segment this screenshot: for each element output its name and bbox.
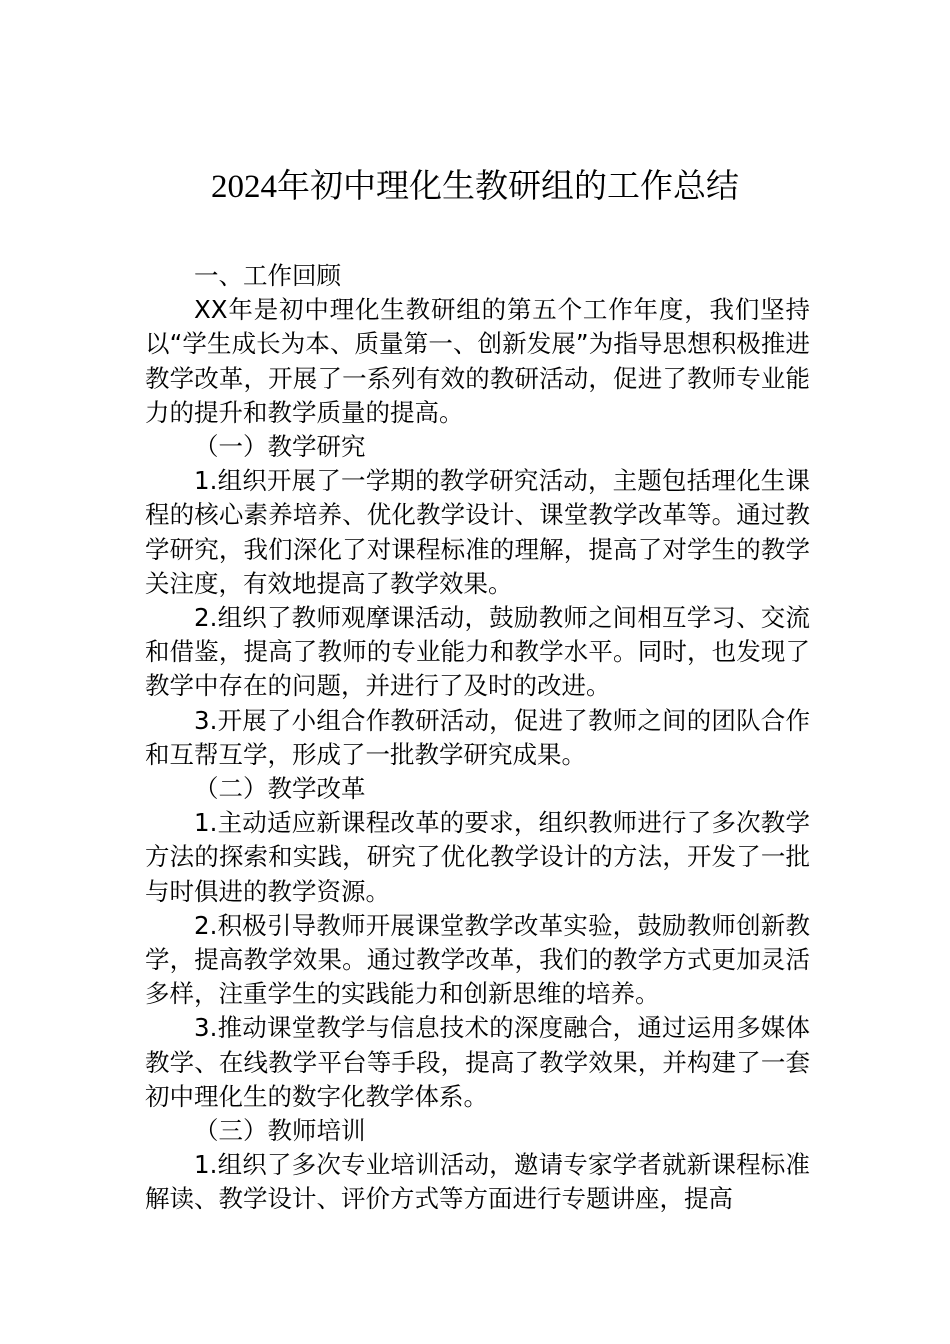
body-paragraph: XX年是初中理化生教研组的第五个工作年度，我们坚持以“学生成长为本、质量第一、创新发展”为指导思想积极推进教学改革，开展了一系列有效的教研活动，促进了教师专业能力的提升和教学质量的提高。	[145, 295, 810, 427]
section-heading-work-review: 一、工作回顾	[194, 261, 341, 290]
body-paragraph: 1.组织了多次专业培训活动，邀请专家学者就新课程标准解读、教学设计、评价方式等方面进行专题讲座，提高	[145, 1150, 810, 1214]
document-body	[145, 259, 810, 1217]
subsection-heading-teaching-research: （一）教学研究	[194, 432, 366, 462]
body-paragraph: 3.开展了小组合作教研活动，促进了教师之间的团队合作和互帮互学，形成了一批教学研究成果。	[145, 705, 810, 769]
body-paragraph: 3.推动课堂教学与信息技术的深度融合，通过运用多媒体教学、在线教学平台等手段，提高了教学效果，并构建了一套初中理化生的数字化教学体系。	[145, 1013, 810, 1111]
body-paragraph: 2.积极引导教师开展课堂教学改革实验，鼓励教师创新教学，提高教学效果。通过教学改革，我们的教学方式更加灵活多样，注重学生的实践能力和创新思维的培养。	[145, 910, 810, 1009]
document-title: 2024年初中理化生教研组的工作总结	[211, 169, 739, 205]
subsection-heading-teaching-reform: （二）教学改革	[194, 774, 366, 804]
body-paragraph: 1.组织开展了一学期的教学研究活动，主题包括理化生课程的核心素养培养、优化教学设计、课堂教学改革等。通过教学研究，我们深化了对课程标准的理解，提高了对学生的教学关注度，有效地提高了教学效果。	[145, 466, 810, 598]
body-paragraph: 2.组织了教师观摩课活动，鼓励教师之间相互学习、交流和借鉴，提高了教师的专业能力和教学水平。同时，也发现了教学中存在的问题，并进行了及时的改进。	[145, 603, 810, 701]
body-paragraph: 1.主动适应新课程改革的要求，组织教师进行了多次教学方法的探索和实践，研究了优化教学设计的方法，开发了一批与时俱进的教学资源。	[145, 808, 810, 906]
subsection-heading-teacher-training: （三）教师培训	[194, 1116, 366, 1146]
